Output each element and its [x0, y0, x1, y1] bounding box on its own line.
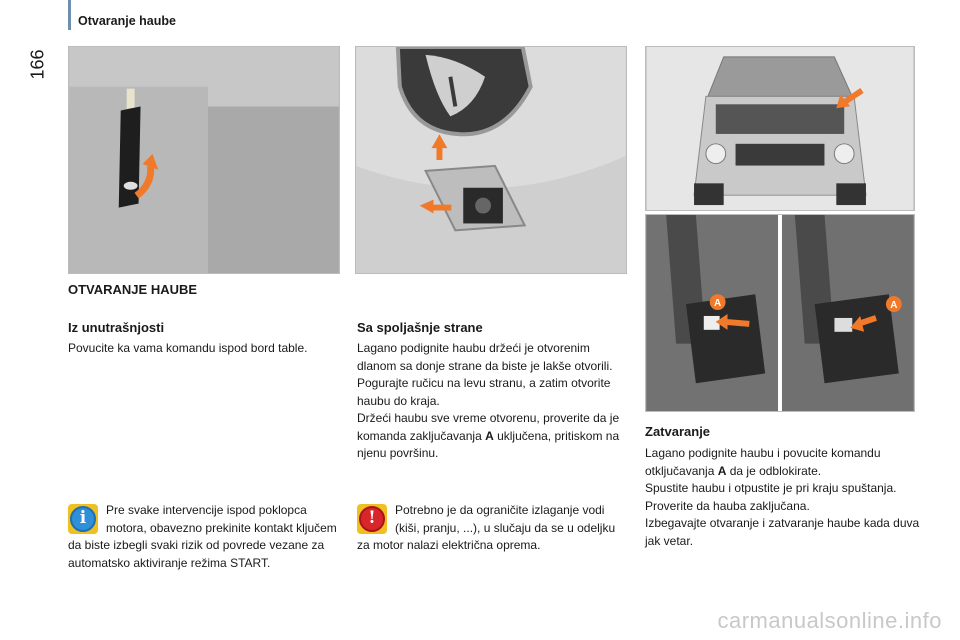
- text-inside: Povucite ka vama komandu ispod bord table.: [68, 341, 308, 355]
- header-accent-bar: [68, 0, 71, 30]
- outside-paragraph-1: Lagano podignite haubu držeći je otvorenim dlanom sa donje strane da biste je lakše otvorili.: [357, 341, 613, 373]
- info-note: [68, 502, 338, 572]
- outside-paragraph-3: Držeći haubu sve vreme otvorenu, proverite da je komanda zaključavanja A uključena, pritiskom na njenu površinu.: [357, 411, 620, 460]
- main-heading: OTVARANJE HAUBE: [68, 282, 198, 297]
- van-front-photo: [645, 46, 915, 211]
- info-note-rest: ključem da biste izbegli svaki rizik od povrede vezane za automatsko aktiviranje režima START.: [68, 520, 337, 570]
- text-close: [645, 445, 920, 550]
- warning-note: [357, 502, 617, 555]
- text-outside: [357, 340, 627, 463]
- heading-inside: Iz unutrašnjosti: [68, 320, 165, 335]
- warning-icon: !: [359, 506, 385, 532]
- heading-outside: Sa spoljašnje strane: [357, 320, 483, 335]
- page-number: 166: [27, 49, 48, 80]
- outside-paragraph-2: Pogurajte ručicu na levu stranu, a zatim otvorite haubu do kraja.: [357, 376, 611, 408]
- label-a-left: A: [714, 298, 722, 310]
- interior-release-photo: [68, 46, 340, 274]
- info-icon: i: [70, 506, 96, 532]
- lock-control-photo: [645, 214, 915, 412]
- warning-note-first: Potrebno je da ograničite izlaganje vodi (kiši, pranju, ...), u slučaju da: [395, 503, 605, 535]
- watermark: carmanualsonline.info: [717, 608, 942, 633]
- label-a-right: A: [890, 300, 898, 312]
- heading-close: Zatvaranje: [645, 424, 711, 439]
- close-paragraph-2: Spustite haubu i otpustite je pri kraju spuštanja. Proverite da hauba zaključana.: [645, 481, 897, 513]
- warning-note-rest: se u odeljku za motor nalazi električna oprema.: [357, 520, 616, 552]
- close-paragraph-1: Lagano podignite haubu i povucite komandu otključavanja A da je odblokirate.: [645, 446, 881, 478]
- page-title: Otvaranje haube: [78, 14, 176, 28]
- close-paragraph-3: Izbegavajte otvaranje i zatvaranje haube kada duva jak vetar.: [645, 516, 920, 548]
- exterior-latch-photo: [355, 46, 627, 274]
- info-note-first: Pre svake intervencije ispod poklopca motora, obavezno prekinite kontakt: [106, 503, 307, 535]
